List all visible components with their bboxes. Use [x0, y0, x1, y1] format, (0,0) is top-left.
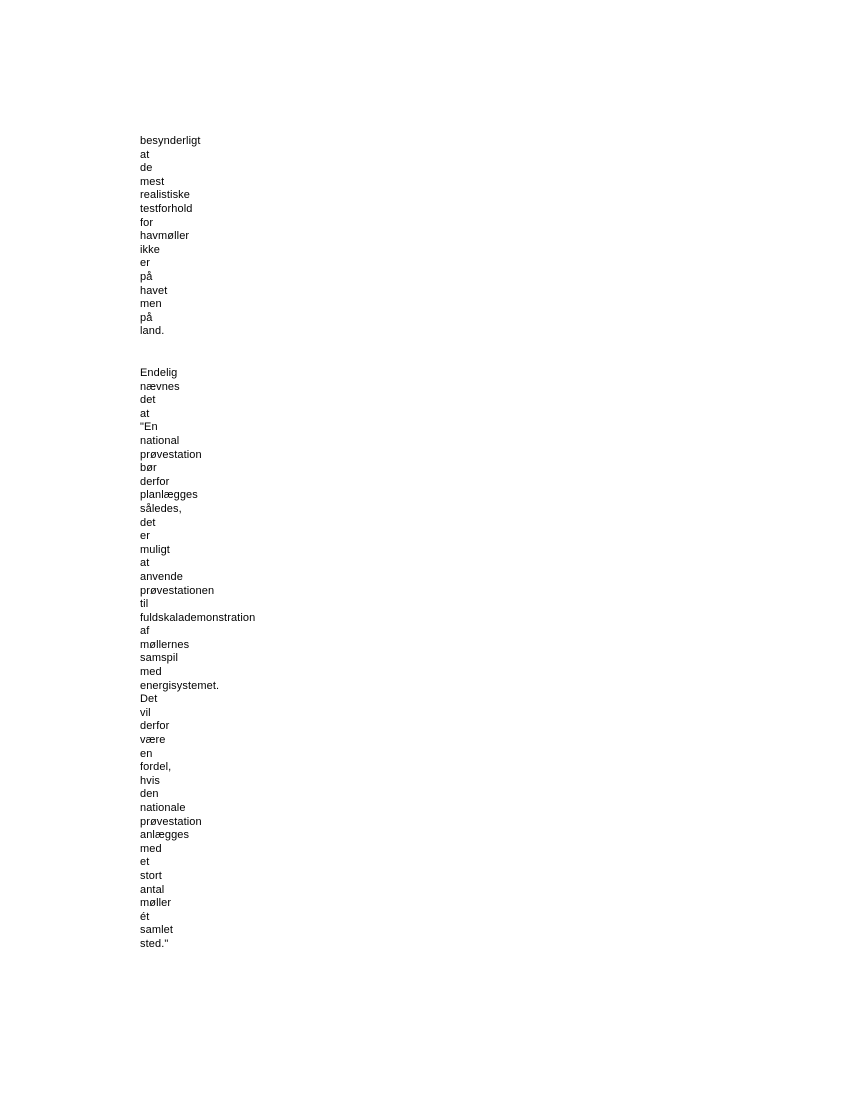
text-word: ét [140, 910, 150, 923]
text-word: en [140, 747, 153, 760]
text-word: prøvestation [140, 448, 202, 461]
text-word: antal [140, 883, 165, 896]
text-word: således, [140, 502, 182, 515]
text-word: men [140, 298, 162, 311]
text-word: muligt [140, 543, 170, 556]
text-word: den [140, 788, 159, 801]
text-word: derfor [140, 720, 170, 733]
text-word: af [140, 625, 150, 638]
text-word: energisystemet. [140, 679, 220, 692]
text-word: nationale [140, 802, 186, 814]
text-word: et [140, 856, 150, 869]
text-word: realistiske [140, 189, 191, 202]
text-word: det [140, 516, 156, 529]
text-word: være [140, 734, 166, 747]
text-word: er [140, 530, 150, 543]
text-word: land. [140, 325, 165, 338]
text-word: planlægges [140, 489, 198, 502]
text-word: møllernes [140, 638, 190, 651]
text-word: fuldskalademonstration [140, 611, 256, 624]
text-word: havet [140, 284, 168, 297]
text-word: at [140, 557, 150, 570]
text-word: Endelig [140, 367, 178, 379]
text-word: vil [140, 706, 151, 719]
text-word: at [140, 148, 150, 161]
text-word: ikke [140, 243, 160, 256]
paragraph-1 [140, 135, 540, 339]
text-word: sted." [140, 937, 169, 950]
text-word: det [140, 394, 156, 407]
text-word: national [140, 434, 180, 447]
text-word: besynderligt [140, 135, 201, 147]
text-word: Det [140, 693, 158, 706]
text-word: anvende [140, 570, 183, 583]
text-word: de [140, 162, 153, 175]
text-word: hvis [140, 774, 160, 787]
text-word: derfor [140, 475, 170, 488]
text-word: "En [140, 421, 158, 434]
text-word: er [140, 257, 150, 270]
paragraph-2 [140, 367, 540, 952]
text-word: på [140, 311, 153, 324]
text-word: med [140, 666, 162, 679]
text-word: havmøller [140, 230, 190, 243]
text-word: bør [140, 462, 157, 475]
text-word: til [140, 598, 149, 611]
text-word: prøvestationen [140, 584, 215, 597]
text-word: for [140, 216, 154, 229]
text-word: fordel, [140, 761, 172, 774]
text-word: anlægges [140, 829, 190, 842]
text-word: stort [140, 869, 162, 882]
text-word: prøvestation [140, 815, 202, 828]
text-word: mest [140, 175, 165, 188]
text-word: samlet [140, 924, 173, 937]
text-word: samspil [140, 652, 178, 665]
text-word: nævnes [140, 380, 180, 393]
text-word: på [140, 270, 153, 283]
text-word: med [140, 842, 162, 855]
text-word: møller [140, 897, 172, 910]
text-word: at [140, 407, 150, 420]
text-word: testforhold [140, 202, 193, 215]
